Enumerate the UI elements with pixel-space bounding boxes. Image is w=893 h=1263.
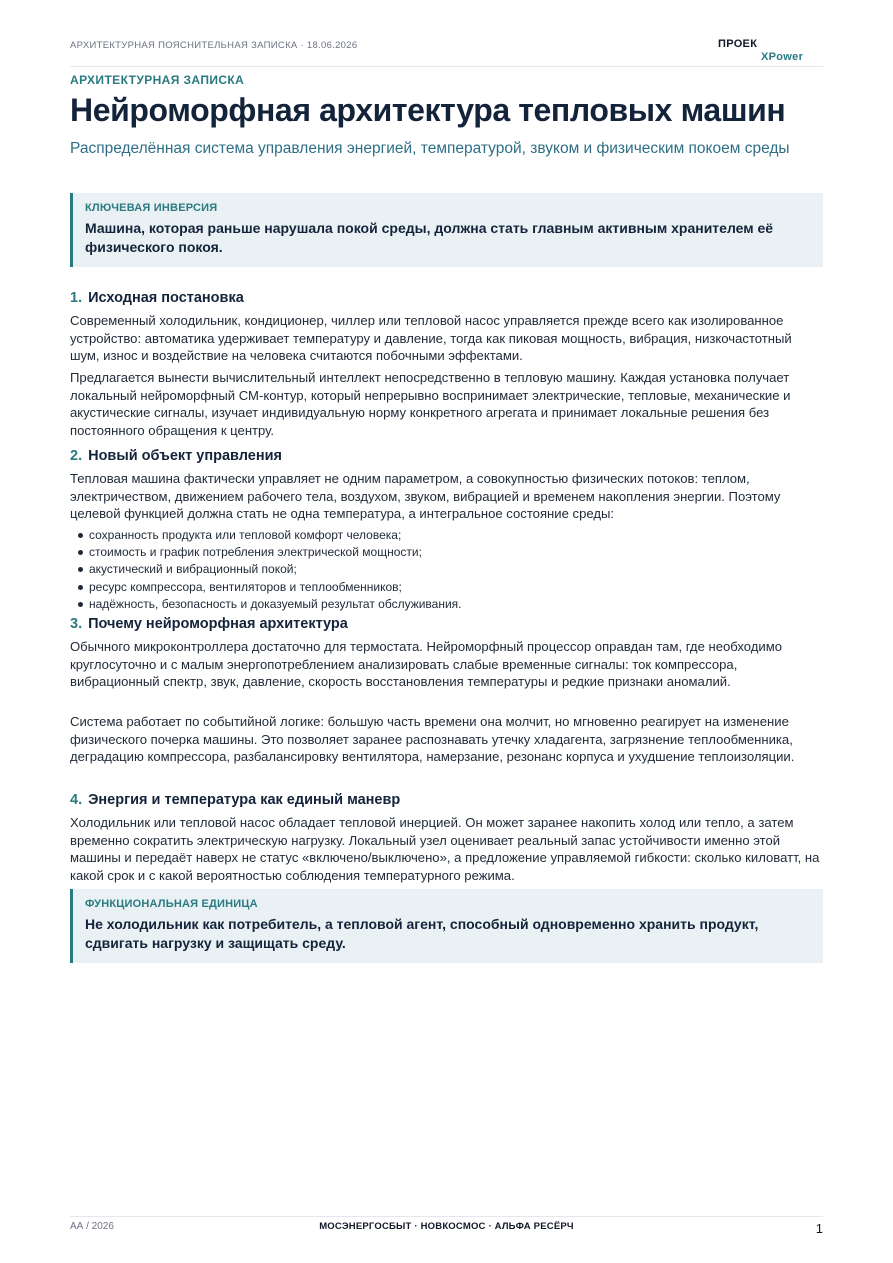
callout-functional-unit: [70, 889, 823, 963]
section-title: Исходная постановка: [88, 290, 244, 306]
list-item: акустический и вибрационный покой;: [78, 561, 823, 578]
section-heading-3: [70, 616, 348, 632]
section-2-paragraph-1: Тепловая машина фактически управляет не одним параметром, а совокупностью физических потоков: теплом, электричеством, движением рабочего тела, воздухом, звуком, вибрацией и временем накопления энергии. Поэтому целевой функцией должна стать не одна температура, а интегральное состояние среды:: [70, 471, 781, 522]
footer-divider: [70, 1216, 823, 1217]
section-title: Энергия и температура как единый маневр: [88, 792, 401, 808]
section-3-paragraph-1: Обычного микроконтроллера достаточно для термостата. Нейроморфный процессор оправдан там, где необходимо круглосуточно и с малым энергопотреблением анализировать слабые временные сигналы: ток компрессора, вибрационный спектр, звук, давление, скорость восстановления температуры и редкие признаки аномалий.: [70, 639, 782, 690]
header-meta: АРХИТЕКТУРНАЯ ПОЯСНИТЕЛЬНАЯ ЗАПИСКА · 18.06.2026: [70, 40, 358, 51]
section-1-paragraph-2: Предлагается вынести вычислительный интеллект непосредственно в тепловую машину. Каждая установка получает локальный нейроморфный СМ-контур, который непрерывно воспринимает электрические, тепловые, механические и акустические сигналы, изучает индивидуальную норму конкретного агрегата и принимает локальные решения без постоянного обращения к центру.: [70, 370, 791, 438]
section-3-paragraph-2: Система работает по событийной логике: большую часть времени она молчит, но мгновенно реагирует на изменение физического почерка машины. Это позволяет заранее распознавать утечку хладагента, загрязнение теплообменника, деградацию компрессора, разбалансировку вентилятора, намерзание, резонанс корпуса и ухудшение теплоизоляции.: [70, 714, 795, 765]
section-number: 1.: [70, 290, 83, 306]
document-kicker: АРХИТЕКТУРНАЯ ЗАПИСКА: [70, 73, 245, 87]
brand-sub: XPower: [761, 51, 804, 63]
list-item: ресурс компрессора, вентиляторов и теплообменников;: [78, 579, 823, 596]
section-2-bullet-list: [78, 527, 823, 613]
page-title: Нейроморфная архитектура тепловых машин: [70, 92, 786, 128]
callout-label: ФУНКЦИОНАЛЬНАЯ ЕДИНИЦА: [85, 898, 258, 910]
section-heading-1: [70, 290, 244, 306]
section-title: Новый объект управления: [88, 448, 282, 464]
page-subtitle: Распределённая система управления энергией, температурой, звуком и физическим покоем среды: [70, 140, 790, 157]
section-heading-2: [70, 448, 282, 464]
document-page: [70, 0, 823, 1263]
section-number: 2.: [70, 448, 83, 464]
section-title: Почему нейроморфная архитектура: [88, 616, 348, 632]
page-number: 1: [815, 1221, 823, 1236]
section-number: 4.: [70, 792, 83, 808]
list-item: надёжность, безопасность и доказуемый результат обслуживания.: [78, 596, 823, 613]
section-1-paragraph-1: Современный холодильник, кондиционер, чиллер или тепловой насос управляется прежде всего как изолированное устройство: автоматика удерживает температуру и давление, тогда как пиковая мощность, вибрация, низкочастотный шум, износ и воздействие на человека считаются побочными эффектами.: [70, 313, 792, 364]
section-heading-4: [70, 792, 400, 808]
footer-left: АА / 2026: [70, 1221, 114, 1232]
callout-text: Машина, которая раньше нарушала покой среды, должна стать главным активным хранителем её физического покоя.: [85, 220, 774, 255]
list-item: стоимость и график потребления электрической мощности;: [78, 544, 823, 561]
callout-label: КЛЮЧЕВАЯ ИНВЕРСИЯ: [85, 202, 218, 214]
callout-key-inversion: [70, 193, 823, 267]
list-item: сохранность продукта или тепловой комфорт человека;: [78, 527, 823, 544]
brand-logo: [718, 38, 813, 66]
callout-text: Не холодильник как потребитель, а тепловой агент, способный одновременно хранить продукт, сдвигать нагрузку и защищать среду.: [85, 916, 759, 951]
section-number: 3.: [70, 616, 83, 632]
section-4-paragraph-1: Холодильник или тепловой насос обладает тепловой инерцией. Он может заранее накопить холод или тепло, а затем временно сократить электрическую нагрузку. Локальный узел оценивает реальный запас устойчивости именно этой машины и передаёт наверх не статус «включено/выключено», а предложение управляемой гибкости: сколько киловатт, на какой срок и с какой вероятностью соблюдения температурного режима.: [70, 815, 820, 883]
footer-partners: МОСЭНЕРГОСБЫТ · НОВКОСМОС · АЛЬФА РЕСЁРЧ: [319, 1221, 574, 1232]
brand-main: ПРОЕК: [718, 38, 758, 50]
header-divider: [70, 66, 823, 67]
